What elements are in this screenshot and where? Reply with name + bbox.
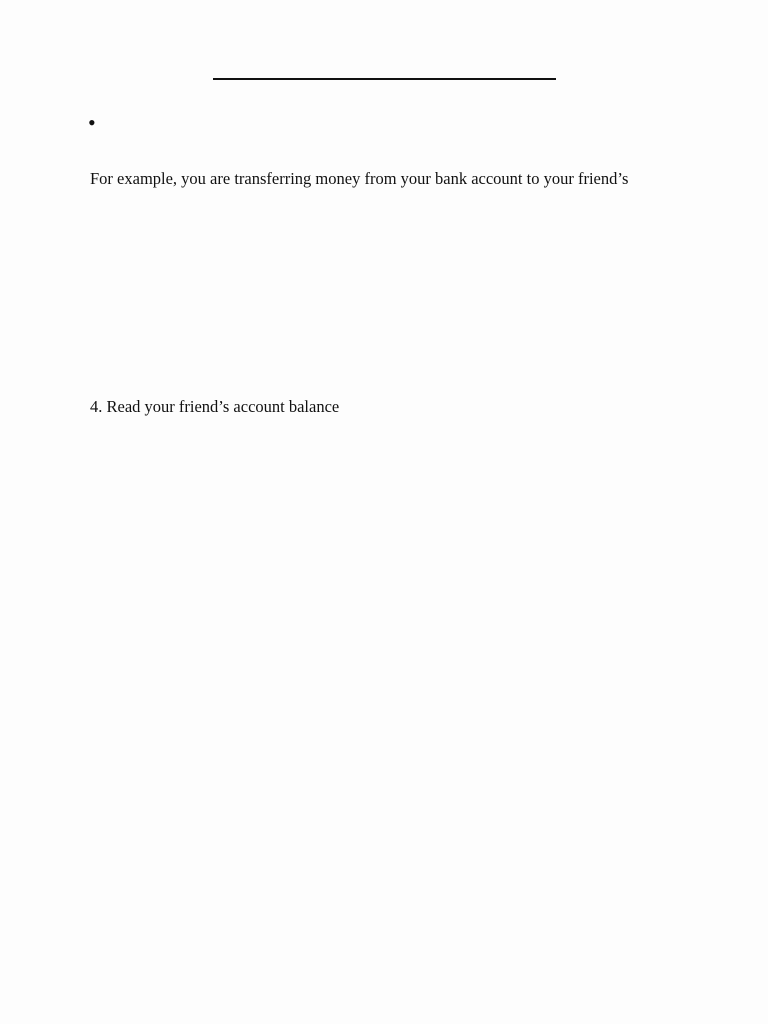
- title-underline-rule: [213, 78, 556, 80]
- step-4-text: 4. Read your friend’s account balance: [90, 397, 340, 416]
- example-paragraph: For example, you are transferring money from your bank account to your friend’s: [90, 169, 629, 188]
- bullet-point: •: [88, 110, 96, 135]
